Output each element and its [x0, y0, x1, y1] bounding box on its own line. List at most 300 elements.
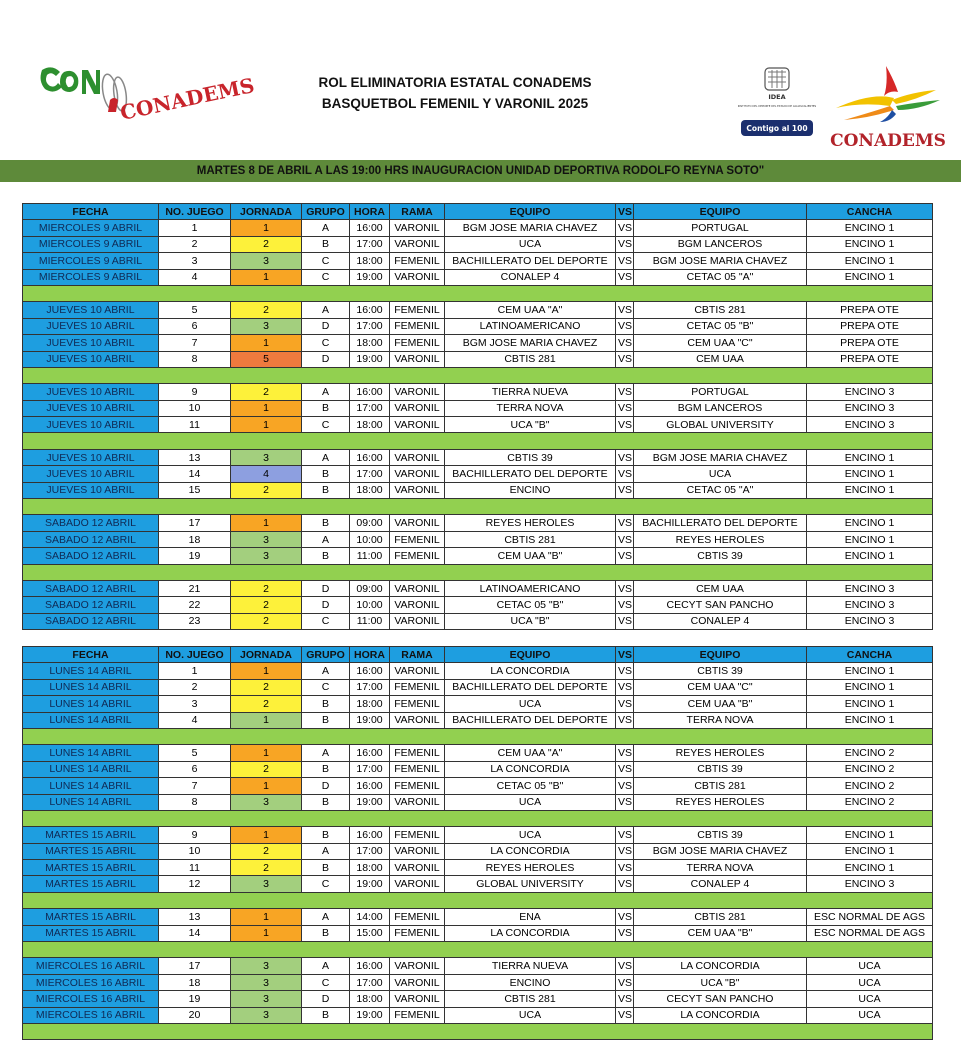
vs-cell: VS — [616, 843, 634, 859]
group-cell: A — [302, 531, 350, 547]
table-header-row — [23, 647, 933, 663]
court-cell: ENCINO 3 — [807, 417, 933, 433]
group-cell: B — [302, 761, 350, 777]
court-cell: ENCINO 1 — [807, 663, 933, 679]
table-row — [23, 482, 933, 498]
group-cell: A — [302, 449, 350, 465]
round-cell: 3 — [231, 974, 302, 990]
group-cell: D — [302, 580, 350, 596]
group-cell: D — [302, 351, 350, 367]
column-header-team-home: EQUIPO — [445, 647, 616, 663]
separator-row — [23, 1023, 933, 1039]
round-cell: 1 — [231, 269, 302, 285]
team-away-cell: CETAC 05 "A" — [634, 482, 807, 498]
court-cell: ENCINO 1 — [807, 531, 933, 547]
separator-cell — [23, 564, 933, 580]
team-away-cell: LA CONCORDIA — [634, 1007, 807, 1023]
court-cell: ENCINO 1 — [807, 827, 933, 843]
branch-cell: FEMENIL — [390, 761, 445, 777]
table-row — [23, 958, 933, 974]
round-cell: 1 — [231, 778, 302, 794]
game-number-cell: 1 — [159, 220, 231, 236]
court-cell: ENCINO 3 — [807, 400, 933, 416]
game-number-cell: 13 — [159, 449, 231, 465]
column-header-vs: VS — [616, 204, 634, 220]
vs-cell: VS — [616, 1007, 634, 1023]
team-away-cell: CONALEP 4 — [634, 876, 807, 892]
court-cell: PREPA OTE — [807, 318, 933, 334]
court-cell: PREPA OTE — [807, 351, 933, 367]
table-row — [23, 515, 933, 531]
vs-cell: VS — [616, 384, 634, 400]
table-row — [23, 269, 933, 285]
round-cell: 2 — [231, 384, 302, 400]
group-cell: C — [302, 335, 350, 351]
team-away-cell: GLOBAL UNIVERSITY — [634, 417, 807, 433]
vs-cell: VS — [616, 515, 634, 531]
game-number-cell: 5 — [159, 302, 231, 318]
group-cell: A — [302, 302, 350, 318]
court-cell: ENCINO 1 — [807, 548, 933, 564]
separator-row — [23, 285, 933, 301]
round-cell: 3 — [231, 1007, 302, 1023]
vs-cell: VS — [616, 876, 634, 892]
vs-cell: VS — [616, 335, 634, 351]
branch-cell: VARONIL — [390, 384, 445, 400]
court-cell: ENCINO 3 — [807, 613, 933, 629]
court-cell: ENCINO 1 — [807, 269, 933, 285]
team-away-cell: CETAC 05 "A" — [634, 269, 807, 285]
branch-cell: FEMENIL — [390, 745, 445, 761]
date-cell: LUNES 14 ABRIL — [23, 794, 159, 810]
branch-cell: VARONIL — [390, 712, 445, 728]
court-cell: UCA — [807, 991, 933, 1007]
vs-cell: VS — [616, 663, 634, 679]
date-cell: MARTES 15 ABRIL — [23, 860, 159, 876]
round-cell: 3 — [231, 531, 302, 547]
table-row — [23, 679, 933, 695]
team-away-cell: CEM UAA — [634, 351, 807, 367]
game-number-cell: 13 — [159, 909, 231, 925]
court-cell: ENCINO 3 — [807, 384, 933, 400]
court-cell: ENCINO 1 — [807, 679, 933, 695]
table-row — [23, 580, 933, 596]
team-away-cell: REYES HEROLES — [634, 531, 807, 547]
court-cell: ENCINO 2 — [807, 778, 933, 794]
team-home-cell: LATINOAMERICANO — [445, 580, 616, 596]
team-away-cell: CBTIS 39 — [634, 663, 807, 679]
team-home-cell: CBTIS 281 — [445, 351, 616, 367]
idea-logo — [737, 66, 817, 140]
vs-cell: VS — [616, 597, 634, 613]
court-cell: ENCINO 2 — [807, 761, 933, 777]
table-row — [23, 318, 933, 334]
round-cell: 5 — [231, 351, 302, 367]
team-home-cell: CEM UAA "B" — [445, 548, 616, 564]
round-cell: 2 — [231, 236, 302, 252]
team-away-cell: TERRA NOVA — [634, 712, 807, 728]
date-cell: SABADO 12 ABRIL — [23, 548, 159, 564]
round-cell: 1 — [231, 335, 302, 351]
team-away-cell: CEM UAA "C" — [634, 679, 807, 695]
idea-logo-title: IDEA — [768, 93, 786, 101]
vs-cell: VS — [616, 269, 634, 285]
team-away-cell: PORTUGAL — [634, 384, 807, 400]
round-cell: 2 — [231, 613, 302, 629]
court-cell: ENCINO 1 — [807, 466, 933, 482]
group-cell: B — [302, 466, 350, 482]
game-number-cell: 19 — [159, 548, 231, 564]
time-cell: 15:00 — [350, 925, 390, 941]
team-home-cell: CEM UAA "A" — [445, 745, 616, 761]
table-row — [23, 778, 933, 794]
vs-cell: VS — [616, 925, 634, 941]
table-row — [23, 745, 933, 761]
table-row — [23, 974, 933, 990]
column-header-group: GRUPO — [302, 204, 350, 220]
round-cell: 1 — [231, 663, 302, 679]
date-cell: LUNES 14 ABRIL — [23, 712, 159, 728]
game-number-cell: 12 — [159, 876, 231, 892]
time-cell: 19:00 — [350, 712, 390, 728]
time-cell: 10:00 — [350, 597, 390, 613]
time-cell: 17:00 — [350, 466, 390, 482]
date-cell: MARTES 15 ABRIL — [23, 876, 159, 892]
team-home-cell: ENA — [445, 909, 616, 925]
column-header-date: FECHA — [23, 204, 159, 220]
court-cell: ENCINO 1 — [807, 712, 933, 728]
date-cell: LUNES 14 ABRIL — [23, 663, 159, 679]
court-cell: UCA — [807, 974, 933, 990]
team-home-cell: UCA — [445, 827, 616, 843]
table-row — [23, 531, 933, 547]
team-home-cell: CBTIS 281 — [445, 531, 616, 547]
date-cell: MIERCOLES 9 ABRIL — [23, 236, 159, 252]
column-header-vs: VS — [616, 647, 634, 663]
separator-row — [23, 433, 933, 449]
game-number-cell: 11 — [159, 860, 231, 876]
group-cell: D — [302, 778, 350, 794]
vs-cell: VS — [616, 253, 634, 269]
branch-cell: VARONIL — [390, 351, 445, 367]
time-cell: 18:00 — [350, 482, 390, 498]
group-cell: B — [302, 827, 350, 843]
vs-cell: VS — [616, 745, 634, 761]
table-row — [23, 860, 933, 876]
team-home-cell: CEM UAA "A" — [445, 302, 616, 318]
branch-cell: FEMENIL — [390, 827, 445, 843]
column-header-team-away: EQUIPO — [634, 204, 807, 220]
branch-cell: VARONIL — [390, 974, 445, 990]
schedule-table-week-2 — [22, 646, 933, 1040]
team-away-cell: CEM UAA "B" — [634, 925, 807, 941]
branch-cell: FEMENIL — [390, 531, 445, 547]
team-home-cell: REYES HEROLES — [445, 860, 616, 876]
branch-cell: VARONIL — [390, 482, 445, 498]
branch-cell: VARONIL — [390, 466, 445, 482]
vs-cell: VS — [616, 482, 634, 498]
round-cell: 1 — [231, 220, 302, 236]
separator-row — [23, 892, 933, 908]
separator-row — [23, 810, 933, 826]
date-cell: SABADO 12 ABRIL — [23, 597, 159, 613]
time-cell: 18:00 — [350, 253, 390, 269]
group-cell: D — [302, 597, 350, 613]
round-cell: 3 — [231, 876, 302, 892]
team-away-cell: CBTIS 39 — [634, 761, 807, 777]
team-home-cell: LATINOAMERICANO — [445, 318, 616, 334]
separator-cell — [23, 367, 933, 383]
branch-cell: VARONIL — [390, 958, 445, 974]
table-row — [23, 613, 933, 629]
column-header-game-number: NO. JUEGO — [159, 204, 231, 220]
team-home-cell: GLOBAL UNIVERSITY — [445, 876, 616, 892]
time-cell: 17:00 — [350, 236, 390, 252]
vs-cell: VS — [616, 712, 634, 728]
time-cell: 19:00 — [350, 1007, 390, 1023]
game-number-cell: 3 — [159, 253, 231, 269]
time-cell: 17:00 — [350, 974, 390, 990]
round-cell: 3 — [231, 794, 302, 810]
team-away-cell: CBTIS 281 — [634, 302, 807, 318]
time-cell: 17:00 — [350, 400, 390, 416]
group-cell: A — [302, 663, 350, 679]
table-row — [23, 794, 933, 810]
game-number-cell: 21 — [159, 580, 231, 596]
column-header-round: JORNADA — [231, 647, 302, 663]
date-cell: JUEVES 10 ABRIL — [23, 482, 159, 498]
date-cell: MIERCOLES 16 ABRIL — [23, 1007, 159, 1023]
team-away-cell: TERRA NOVA — [634, 860, 807, 876]
team-away-cell: CECYT SAN PANCHO — [634, 991, 807, 1007]
round-cell: 1 — [231, 400, 302, 416]
separator-row — [23, 564, 933, 580]
branch-cell: VARONIL — [390, 613, 445, 629]
date-cell: MIERCOLES 9 ABRIL — [23, 220, 159, 236]
conadems-left-logo — [38, 62, 257, 130]
group-cell: A — [302, 843, 350, 859]
separator-row — [23, 942, 933, 958]
branch-cell: VARONIL — [390, 876, 445, 892]
time-cell: 16:00 — [350, 827, 390, 843]
table-row — [23, 597, 933, 613]
game-number-cell: 6 — [159, 318, 231, 334]
table-row — [23, 696, 933, 712]
time-cell: 17:00 — [350, 843, 390, 859]
date-cell: MIERCOLES 16 ABRIL — [23, 958, 159, 974]
date-cell: JUEVES 10 ABRIL — [23, 351, 159, 367]
group-cell: C — [302, 253, 350, 269]
court-cell: ENCINO 2 — [807, 794, 933, 810]
court-cell: ENCINO 1 — [807, 482, 933, 498]
group-cell: B — [302, 925, 350, 941]
table-row — [23, 827, 933, 843]
team-away-cell: CETAC 05 "B" — [634, 318, 807, 334]
round-cell: 2 — [231, 860, 302, 876]
round-cell: 2 — [231, 482, 302, 498]
table-row — [23, 236, 933, 252]
table-row — [23, 400, 933, 416]
time-cell: 16:00 — [350, 302, 390, 318]
date-cell: SABADO 12 ABRIL — [23, 613, 159, 629]
vs-cell: VS — [616, 318, 634, 334]
vs-cell: VS — [616, 466, 634, 482]
right-logo-text: CONADEMS — [830, 131, 946, 151]
court-cell: ENCINO 1 — [807, 843, 933, 859]
team-away-cell: BGM LANCEROS — [634, 400, 807, 416]
table-row — [23, 253, 933, 269]
date-cell: JUEVES 10 ABRIL — [23, 417, 159, 433]
court-cell: ENCINO 1 — [807, 449, 933, 465]
vs-cell: VS — [616, 679, 634, 695]
team-home-cell: BACHILLERATO DEL DEPORTE — [445, 253, 616, 269]
time-cell: 17:00 — [350, 679, 390, 695]
column-header-court: CANCHA — [807, 647, 933, 663]
idea-logo-subtitle: INSTITUTO DEL DEPORTE DEL ESTADO DE AGUASCALIENTES — [737, 105, 817, 108]
time-cell: 11:00 — [350, 548, 390, 564]
vs-cell: VS — [616, 449, 634, 465]
vs-cell: VS — [616, 351, 634, 367]
vs-cell: VS — [616, 761, 634, 777]
time-cell: 09:00 — [350, 515, 390, 531]
team-away-cell: CONALEP 4 — [634, 613, 807, 629]
branch-cell: FEMENIL — [390, 548, 445, 564]
round-cell: 2 — [231, 597, 302, 613]
vs-cell: VS — [616, 580, 634, 596]
column-header-team-away: EQUIPO — [634, 647, 807, 663]
team-home-cell: BACHILLERATO DEL DEPORTE — [445, 712, 616, 728]
vs-cell: VS — [616, 696, 634, 712]
group-cell: B — [302, 696, 350, 712]
date-cell: MIERCOLES 16 ABRIL — [23, 991, 159, 1007]
team-home-cell: BGM JOSE MARIA CHAVEZ — [445, 220, 616, 236]
separator-row — [23, 499, 933, 515]
court-cell: ENCINO 1 — [807, 515, 933, 531]
team-away-cell: CBTIS 281 — [634, 778, 807, 794]
branch-cell: FEMENIL — [390, 1007, 445, 1023]
group-cell: B — [302, 515, 350, 531]
round-cell: 1 — [231, 515, 302, 531]
title-line-2: BASQUETBOL FEMENIL Y VARONIL 2025 — [321, 96, 589, 111]
time-cell: 17:00 — [350, 318, 390, 334]
time-cell: 16:00 — [350, 958, 390, 974]
branch-cell: VARONIL — [390, 991, 445, 1007]
time-cell: 16:00 — [350, 745, 390, 761]
date-cell: MIERCOLES 9 ABRIL — [23, 269, 159, 285]
branch-cell: VARONIL — [390, 400, 445, 416]
team-home-cell: UCA — [445, 1007, 616, 1023]
team-home-cell: ENCINO — [445, 974, 616, 990]
team-home-cell: TIERRA NUEVA — [445, 384, 616, 400]
branch-cell: VARONIL — [390, 449, 445, 465]
team-away-cell: UCA "B" — [634, 974, 807, 990]
vs-cell: VS — [616, 417, 634, 433]
round-cell: 2 — [231, 580, 302, 596]
game-number-cell: 4 — [159, 712, 231, 728]
court-cell: ENCINO 3 — [807, 597, 933, 613]
vs-cell: VS — [616, 827, 634, 843]
court-cell: ESC NORMAL DE AGS — [807, 925, 933, 941]
idea-logo-badge: Contigo al 100 — [746, 124, 808, 133]
round-cell: 2 — [231, 761, 302, 777]
court-cell: PREPA OTE — [807, 302, 933, 318]
column-header-time: HORA — [350, 204, 390, 220]
separator-cell — [23, 728, 933, 744]
round-cell: 1 — [231, 909, 302, 925]
vs-cell: VS — [616, 909, 634, 925]
team-away-cell: CEM UAA "B" — [634, 696, 807, 712]
vs-cell: VS — [616, 794, 634, 810]
court-cell: ENCINO 1 — [807, 860, 933, 876]
date-cell: MARTES 15 ABRIL — [23, 827, 159, 843]
group-cell: B — [302, 1007, 350, 1023]
branch-cell: VARONIL — [390, 580, 445, 596]
vs-cell: VS — [616, 974, 634, 990]
team-home-cell: REYES HEROLES — [445, 515, 616, 531]
court-cell: UCA — [807, 958, 933, 974]
table-row — [23, 466, 933, 482]
team-away-cell: CEM UAA "C" — [634, 335, 807, 351]
vs-cell: VS — [616, 991, 634, 1007]
court-cell: ENCINO 1 — [807, 253, 933, 269]
group-cell: C — [302, 876, 350, 892]
table-row — [23, 1007, 933, 1023]
date-cell: LUNES 14 ABRIL — [23, 745, 159, 761]
team-away-cell: BGM JOSE MARIA CHAVEZ — [634, 843, 807, 859]
team-home-cell: UCA "B" — [445, 417, 616, 433]
table-row — [23, 843, 933, 859]
time-cell: 19:00 — [350, 876, 390, 892]
time-cell: 18:00 — [350, 696, 390, 712]
time-cell: 19:00 — [350, 269, 390, 285]
team-away-cell: REYES HEROLES — [634, 745, 807, 761]
table-row — [23, 417, 933, 433]
conadems-right-logo — [832, 62, 944, 154]
round-cell: 3 — [231, 318, 302, 334]
game-number-cell: 18 — [159, 531, 231, 547]
group-cell: C — [302, 269, 350, 285]
group-cell: B — [302, 794, 350, 810]
table-row — [23, 302, 933, 318]
column-header-team-home: EQUIPO — [445, 204, 616, 220]
branch-cell: FEMENIL — [390, 318, 445, 334]
separator-cell — [23, 892, 933, 908]
team-away-cell: CEM UAA — [634, 580, 807, 596]
date-cell: JUEVES 10 ABRIL — [23, 318, 159, 334]
round-cell: 3 — [231, 449, 302, 465]
time-cell: 19:00 — [350, 794, 390, 810]
court-cell: UCA — [807, 1007, 933, 1023]
vs-cell: VS — [616, 400, 634, 416]
game-number-cell: 7 — [159, 778, 231, 794]
schedule-table-week-1 — [22, 203, 933, 630]
team-home-cell: UCA "B" — [445, 613, 616, 629]
table-row — [23, 351, 933, 367]
column-header-branch: RAMA — [390, 204, 445, 220]
branch-cell: FEMENIL — [390, 909, 445, 925]
date-cell: MIERCOLES 16 ABRIL — [23, 974, 159, 990]
group-cell: A — [302, 220, 350, 236]
date-cell: MIERCOLES 9 ABRIL — [23, 253, 159, 269]
table-row — [23, 991, 933, 1007]
round-cell: 3 — [231, 991, 302, 1007]
team-home-cell: UCA — [445, 794, 616, 810]
game-number-cell: 3 — [159, 696, 231, 712]
court-cell: ESC NORMAL DE AGS — [807, 909, 933, 925]
vs-cell: VS — [616, 236, 634, 252]
time-cell: 16:00 — [350, 663, 390, 679]
round-cell: 1 — [231, 417, 302, 433]
